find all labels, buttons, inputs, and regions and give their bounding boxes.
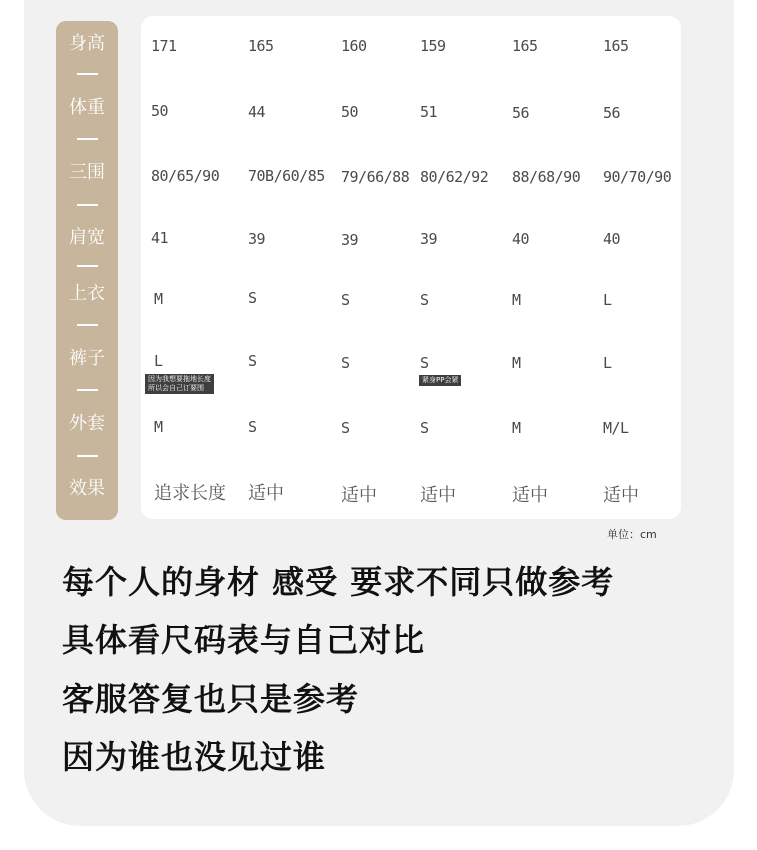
cell-measurements-4: 80/62/92 [420,168,489,186]
cell-pants-1: L [154,352,163,370]
label-separator [77,73,98,75]
unit-label: 单位：cm [607,528,657,541]
label-separator [77,389,98,391]
cell-weight-2: 44 [248,103,266,121]
label-separator [77,324,98,326]
row-label-column [56,21,118,520]
cell-top-6: L [603,291,612,309]
cell-coat-2: S [248,418,257,436]
cell-effect-1: 追求长度 [154,483,226,504]
label-separator [77,204,98,206]
cell-coat-5: M [512,419,521,437]
cell-weight-3: 50 [341,103,359,121]
statement-line-3: 客服答复也只是参考 [62,680,360,718]
cell-shoulder-4: 39 [420,230,438,248]
cell-weight-4: 51 [420,103,438,121]
label-weight: 体重 [69,97,105,118]
cell-effect-5: 适中 [512,485,548,506]
statement-line-4: 因为谁也没见过谁 [62,738,327,776]
cell-shoulder-5: 40 [512,230,530,248]
cell-top-3: S [341,291,350,309]
cell-weight-1: 50 [151,102,169,120]
label-coat: 外套 [69,413,105,434]
cell-weight-5: 56 [512,104,530,122]
cell-pants-6: L [603,354,612,372]
cell-effect-2: 适中 [248,483,284,504]
cell-top-1: M [154,290,163,308]
cell-measurements-5: 88/68/90 [512,168,581,186]
cell-pants-4: S [420,354,429,372]
cell-height-2: 165 [248,37,274,55]
statement-line-2: 具体看尺码表与自己对比 [62,621,426,659]
cell-coat-4: S [420,419,429,437]
cell-shoulder-6: 40 [603,230,621,248]
size-table [141,16,681,519]
label-pants: 裤子 [69,348,105,369]
cell-pants-2: S [248,352,257,370]
cell-weight-6: 56 [603,104,621,122]
cell-top-5: M [512,291,521,309]
label-effect: 效果 [69,478,105,499]
cell-shoulder-2: 39 [248,230,266,248]
cell-top-2: S [248,289,257,307]
cell-coat-6: M/L [603,419,629,437]
cell-effect-4: 适中 [420,485,456,506]
cell-height-5: 165 [512,37,538,55]
label-separator [77,265,98,267]
note-line: 所以会自己订要围 [148,384,204,392]
cell-coat-3: S [341,419,350,437]
cell-pants-3: S [341,354,350,372]
cell-measurements-6: 90/70/90 [603,168,672,186]
cell-top-4: S [420,291,429,309]
note-pants-length [145,374,214,394]
statement-line-1: 每个人的身材 感受 要求不同只做参考 [62,563,615,601]
cell-shoulder-1: 41 [151,229,169,247]
cell-height-6: 165 [603,37,629,55]
cell-effect-6: 适中 [603,485,639,506]
label-measurements: 三围 [69,162,105,183]
cell-height-3: 160 [341,37,367,55]
label-height: 身高 [69,33,105,54]
cell-effect-3: 适中 [341,485,377,506]
cell-coat-1: M [154,418,163,436]
cell-height-1: 171 [151,37,177,55]
cell-shoulder-3: 39 [341,231,359,249]
cell-measurements-1: 80/65/90 [151,167,220,185]
note-line: 因为我想要拖地长度 [148,375,211,383]
cell-pants-5: M [512,354,521,372]
cell-height-4: 159 [420,37,446,55]
label-top: 上衣 [69,283,105,304]
label-separator [77,455,98,457]
label-shoulder: 肩宽 [69,227,105,248]
cell-measurements-2: 70B/60/85 [248,167,325,185]
label-separator [77,138,98,140]
note-pants-tight: 紧身PP会紧 [419,375,461,386]
cell-measurements-3: 79/66/88 [341,168,410,186]
